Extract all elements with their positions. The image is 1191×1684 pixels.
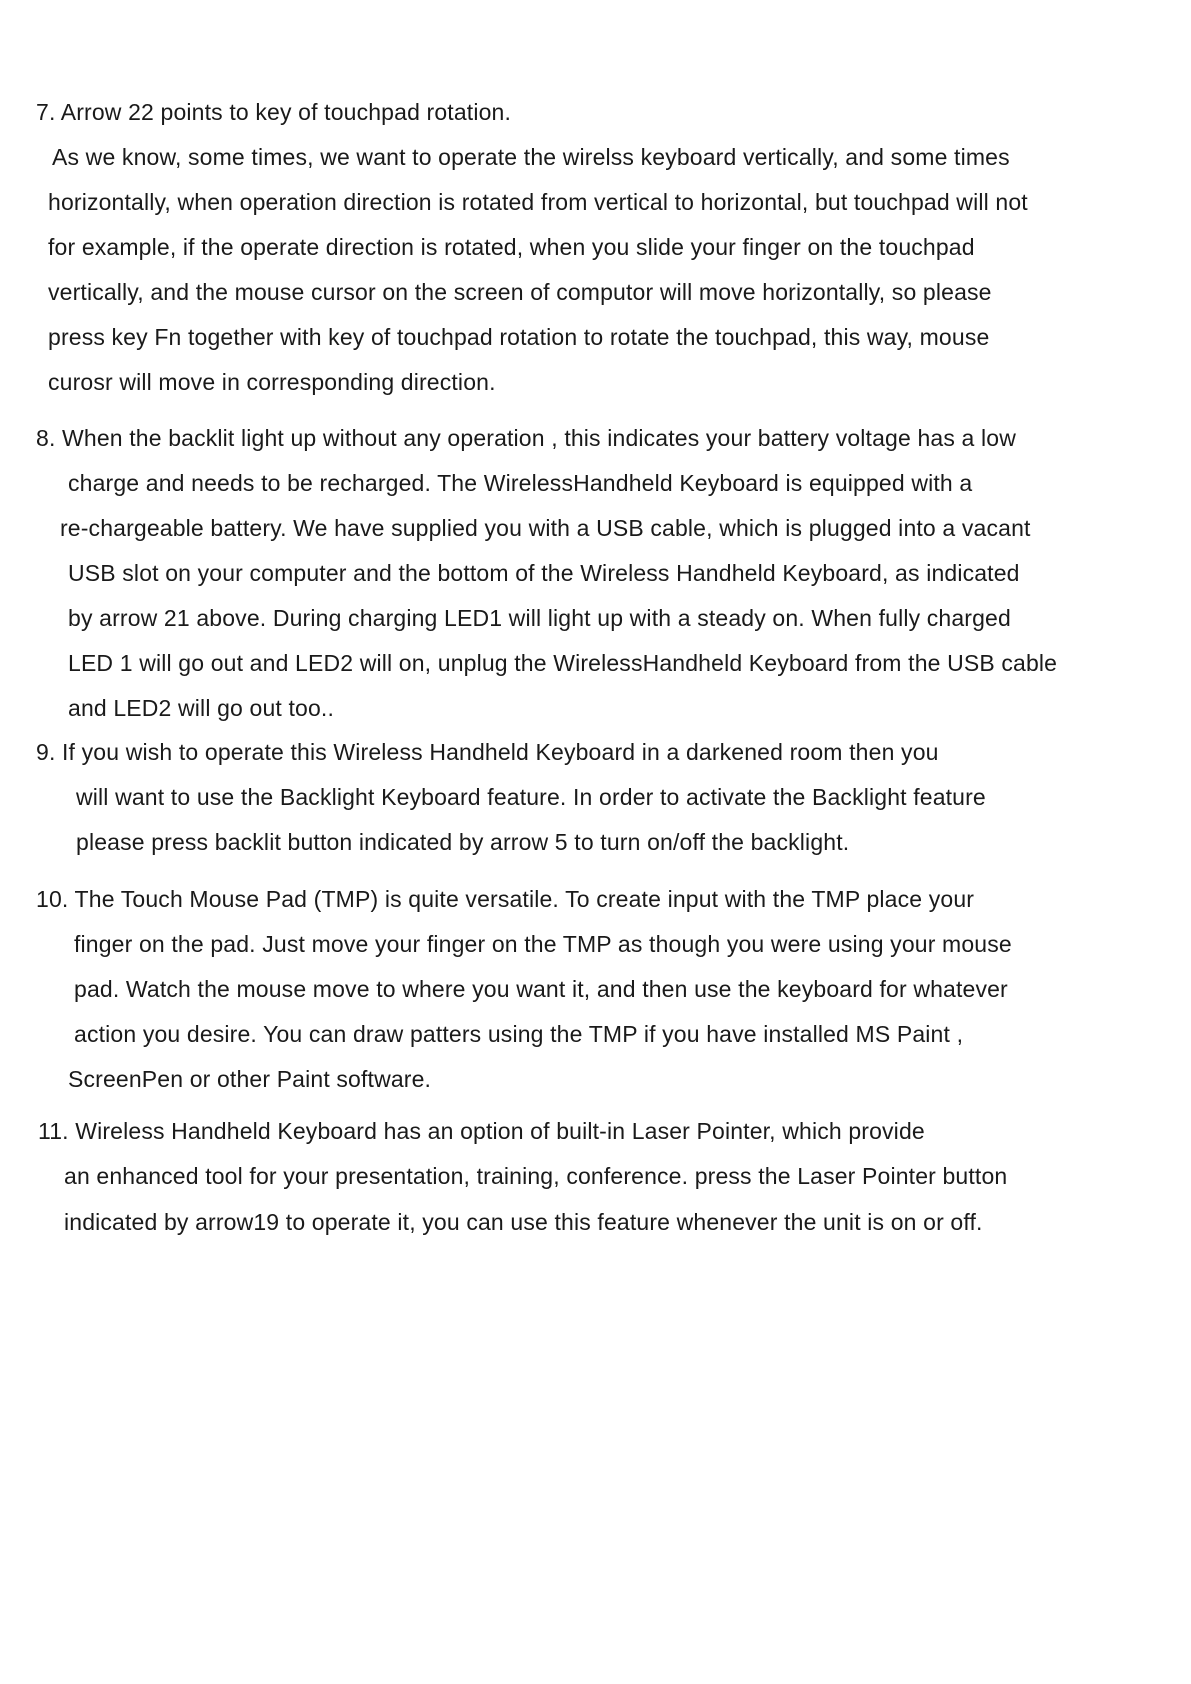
item-7-line-3: horizontally, when operation direction is rotated from vertical to horizontal, but touchpad will not — [48, 189, 1028, 215]
item-7-line-1: 7. Arrow 22 points to key of touchpad rotation. — [36, 99, 512, 125]
item-7-line-4: for example, if the operate direction is rotated, when you slide your finger on the touchpad — [48, 234, 975, 260]
item-9-line-1: 9. If you wish to operate this Wireless Handheld Keyboard in a darkened room then you — [36, 739, 939, 765]
item-8-line-2: charge and needs to be recharged. The WirelessHandheld Keyboard is equipped with a — [68, 470, 973, 496]
item-10-line-3: pad. Watch the mouse move to where you want it, and then use the keyboard for whatever — [74, 976, 1008, 1002]
item-8-line-5: by arrow 21 above. During charging LED1 will light up with a steady on. When fully charged — [68, 605, 1011, 631]
item-10-line-5: ScreenPen or other Paint software. — [68, 1066, 432, 1092]
item-9-line-3: please press backlit button indicated by arrow 5 to turn on/off the backlight. — [76, 829, 850, 855]
item-8-line-1: 8. When the backlit light up without any operation , this indicates your battery voltage has a low — [36, 425, 1016, 451]
item-11-line-1: 11. Wireless Handheld Keyboard has an option of built-in Laser Pointer, which provide — [38, 1118, 925, 1144]
item-10-line-2: finger on the pad. Just move your finger on the TMP as though you were using your mouse — [74, 931, 1012, 957]
item-8-line-6: LED 1 will go out and LED2 will on, unplug the WirelessHandheld Keyboard from the USB cable — [68, 650, 1058, 676]
item-7-line-7: curosr will move in corresponding direction. — [48, 369, 496, 395]
item-9-line-2: will want to use the Backlight Keyboard feature. In order to activate the Backlight feature — [76, 784, 986, 810]
item-10-line-4: action you desire. You can draw patters using the TMP if you have installed MS Paint , — [74, 1021, 964, 1047]
item-11-line-2: an enhanced tool for your presentation, training, conference. press the Laser Pointer button — [64, 1163, 1008, 1189]
item-7-line-6: press key Fn together with key of touchpad rotation to rotate the touchpad, this way, mouse — [48, 324, 990, 350]
item-7-line-5: vertically, and the mouse cursor on the screen of computor will move horizontally, so please — [48, 279, 992, 305]
item-8-line-4: USB slot on your computer and the bottom of the Wireless Handheld Keyboard, as indicated — [68, 560, 1020, 586]
item-8-line-3: re-chargeable battery. We have supplied you with a USB cable, which is plugged into a vacant — [60, 515, 1031, 541]
item-10-line-1: 10. The Touch Mouse Pad (TMP) is quite versatile. To create input with the TMP place your — [36, 886, 975, 912]
item-7-line-2: As we know, some times, we want to operate the wirelss keyboard vertically, and some times — [52, 144, 1010, 170]
item-11-line-3: indicated by arrow19 to operate it, you can use this feature whenever the unit is on or off. — [64, 1209, 983, 1235]
item-8-line-7: and LED2 will go out too.. — [68, 695, 335, 721]
